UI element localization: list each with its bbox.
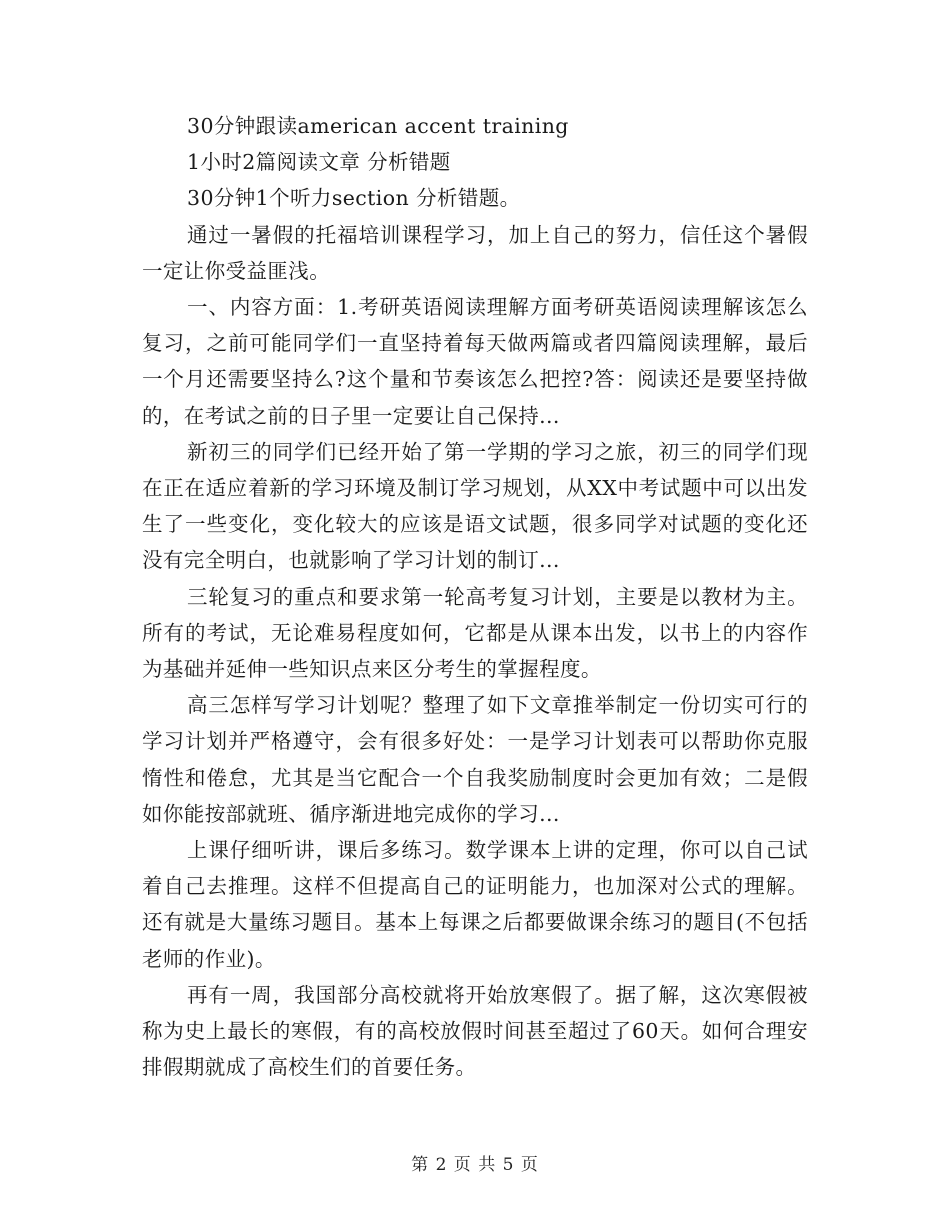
paragraph-8: 高三怎样写学习计划呢？整理了如下文章推举制定一份切实可行的学习计划并严格遵守，会有很多好处：一是学习计划表可以帮助你克服惰性和倦怠，尤其是当它配合一个自我奖励制度时会更加有效；二是假如你能按部就班、循序渐进地完成你的学习... — [142, 693, 808, 826]
paragraph-7: 三轮复习的重点和要求第一轮高考复习计划，主要是以教材为主。所有的考试，无论难易程度如何，它都是从课本出发，以书上的内容作为基础并延伸一些知识点来区分考生的掌握程度。 — [142, 584, 808, 682]
paragraph-3: 30分钟1个听力section 分析错题。 — [187, 186, 521, 211]
page-number-footer: 第 2 页 共 5 页 — [411, 1155, 539, 1175]
paragraph-1: 30分钟跟读american accent training — [187, 114, 569, 138]
paragraph-5: 一、内容方面：1.考研英语阅读理解方面考研英语阅读理解该怎么复习，之前可能同学们一直坚持着每天做两篇或者四篇阅读理解，最后一个月还需要坚持么?这个量和节奏该怎么把控?答：阅读还是要坚持做的，在考试之前的日子里一定要让自己保持... — [142, 295, 808, 428]
paragraph-10: 再有一周，我国部分高校就将开始放寒假了。据了解，这次寒假被称为史上最长的寒假，有的高校放假时间甚至超过了60天。如何合理安排假期就成了高校生们的首要任务。 — [142, 982, 808, 1080]
paragraph-9: 上课仔细听讲，课后多练习。数学课本上讲的定理，你可以自己试着自己去推理。这样不但提高自己的证明能力，也加深对公式的理解。还有就是大量练习题目。基本上每课之后都要做课余练习的题目(不包括老师的作业)。 — [142, 838, 808, 971]
paragraph-6: 新初三的同学们已经开始了第一学期的学习之旅，初三的同学们现在正在适应着新的学习环境及制订学习规划，从XX中考试题中可以出发生了一些变化，变化较大的应该是语文试题，很多同学对试题的变化还没有完全明白，也就影响了学习计划的制订... — [142, 439, 808, 573]
document-body — [142, 108, 808, 1085]
paragraph-2: 1小时2篇阅读文章 分析错题 — [187, 150, 451, 175]
paragraph-4: 通过一暑假的托福培训课程学习，加上自己的努力，信任这个暑假一定让你受益匪浅。 — [142, 222, 808, 283]
